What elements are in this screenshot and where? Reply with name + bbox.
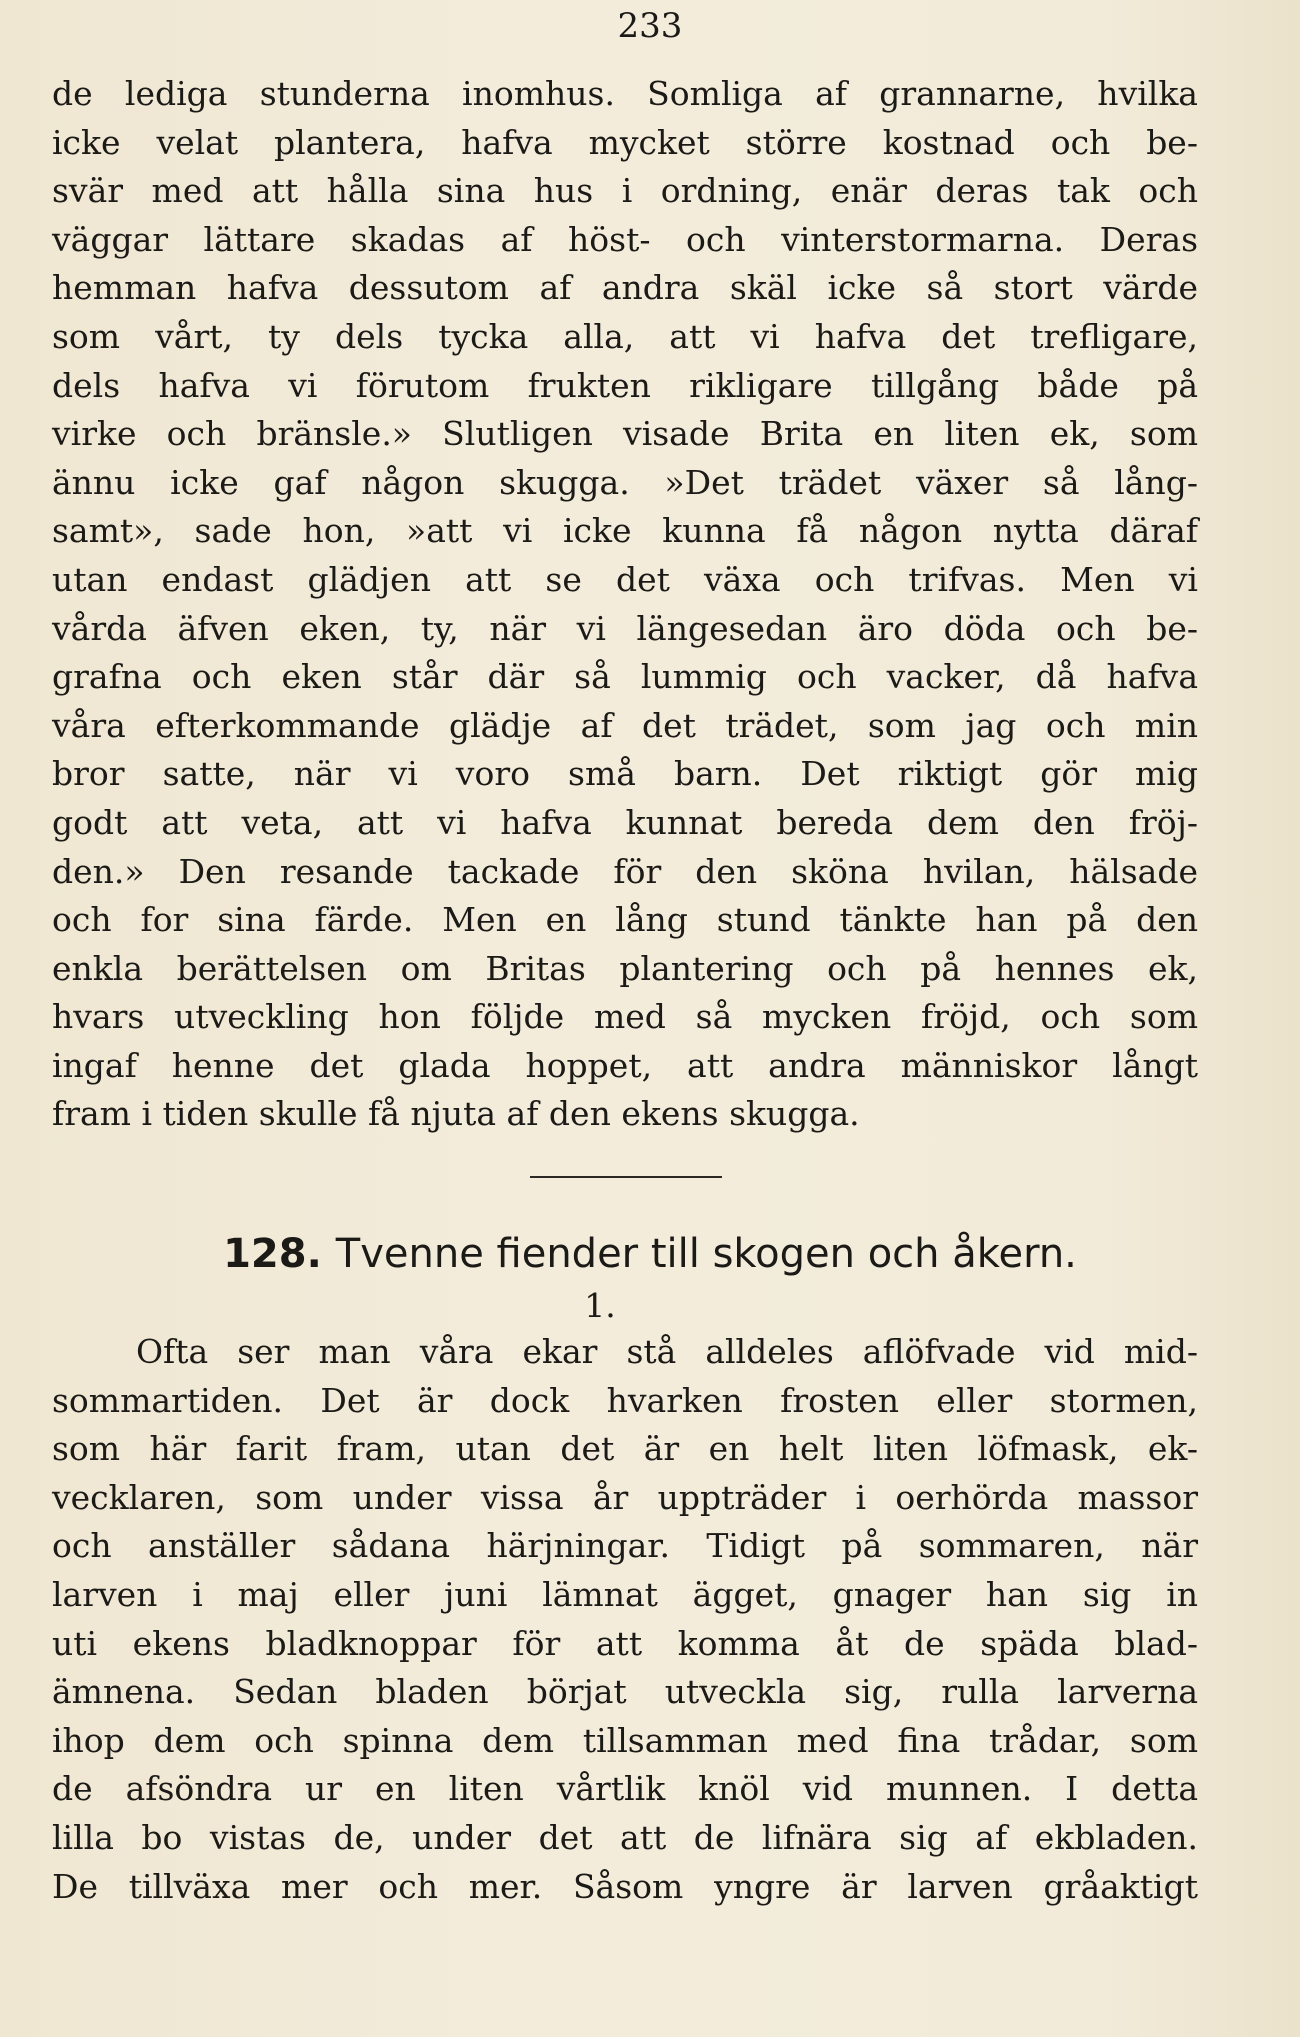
text-line: enkla berättelsen om Britas plantering och på hennes ek, [52,948,1198,988]
text-line: väggar lättare skadas af höst- och vinterstormarna. Deras [52,219,1198,259]
text-line: virke och bränsle.» Slutligen visade Brita en liten ek, som [52,414,1198,454]
text-line: ännu icke gaf någon skugga. »Det trädet växer så lång- [52,462,1198,502]
subsection-number: 1. [584,1286,616,1325]
text-line: de lediga stunderna inomhus. Somliga af grannarne, hvilka [52,74,1198,113]
text-line: fram i tiden skulle få njuta af den ekens skugga. [52,1094,860,1134]
text-line: hemman hafva dessutom af andra skäl icke så stort värde [52,268,1198,308]
text-line: bror satte, när vi voro små barn. Det riktigt gör mig [52,754,1198,794]
page-number: 233 [617,6,683,46]
text-line: grafna och eken står där så lummig och vacker, då hafva [52,657,1198,697]
text-line: ämnena. Sedan bladen börjat utveckla sig, rulla larverna [52,1672,1198,1712]
text-line: lilla bo vistas de, under det att de lifnära sig af ekbladen. [52,1817,1198,1857]
text-line: ingaf henne det glada hoppet, att andra människor långt [52,1045,1198,1085]
section-heading [0,1224,1300,1284]
section-title: Tvenne fiender till skogen och åkern. [335,1231,1077,1277]
text-line: den.» Den resande tackade för den sköna hvilan, hälsade [52,851,1198,891]
text-line: de afsöndra ur en liten vårtlik knöl vid munnen. I detta [52,1769,1198,1809]
text-line: samt», sade hon, »att vi icke kunna få någon nytta däraf [52,511,1198,551]
text-line: ihop dem och spinna dem tillsamman med fina trådar, som [52,1720,1198,1760]
text-line: som här farit fram, utan det är en helt liten löfmask, ek- [52,1429,1198,1469]
text-line: svär med att hålla sina hus i ordning, enär deras tak och [52,171,1198,211]
text-line: utan endast glädjen att se det växa och trifvas. Men vi [52,559,1198,599]
section-paragraph [52,1328,1198,1911]
text-line: vecklaren, som under vissa år uppträder i oerhörda massor [52,1477,1198,1517]
text-line: De tillväxa mer och mer. Såsom yngre är larven gråaktigt [52,1866,1198,1906]
text-line: och for sina färde. Men en lång stund tänkte han på den [52,900,1198,940]
text-line: sommartiden. Det är dock hvarken frosten eller stormen, [52,1380,1198,1420]
text-line: dels hafva vi förutom frukten rikligare tillgång både på [52,365,1198,405]
text-line: uti ekens bladknoppar för att komma åt de späda blad- [52,1623,1198,1663]
section-number: 128. [223,1231,322,1277]
text-line: icke velat plantera, hafva mycket större kostnad och be- [52,122,1198,162]
text-line: och anställer sådana härjningar. Tidigt på sommaren, när [52,1526,1198,1566]
paragraph-continued [52,70,1198,1139]
text-line: godt att veta, att vi hafva kunnat bereda dem den fröj- [52,802,1198,842]
section-divider [530,1176,722,1178]
text-line: vårda äfven eken, ty, när vi längesedan äro döda och be- [52,608,1198,648]
text-line: Ofta ser man våra ekar stå alldeles aflöfvade vid mid- [136,1332,1198,1371]
text-line: som vårt, ty dels tycka alla, att vi hafva det trefligare, [52,316,1198,356]
text-line: hvars utveckling hon följde med så mycken fröjd, och som [52,997,1198,1037]
text-line: våra efterkommande glädje af det trädet, som jag och min [52,705,1198,745]
text-line: larven i maj eller juni lämnat ägget, gnager han sig in [52,1574,1198,1614]
